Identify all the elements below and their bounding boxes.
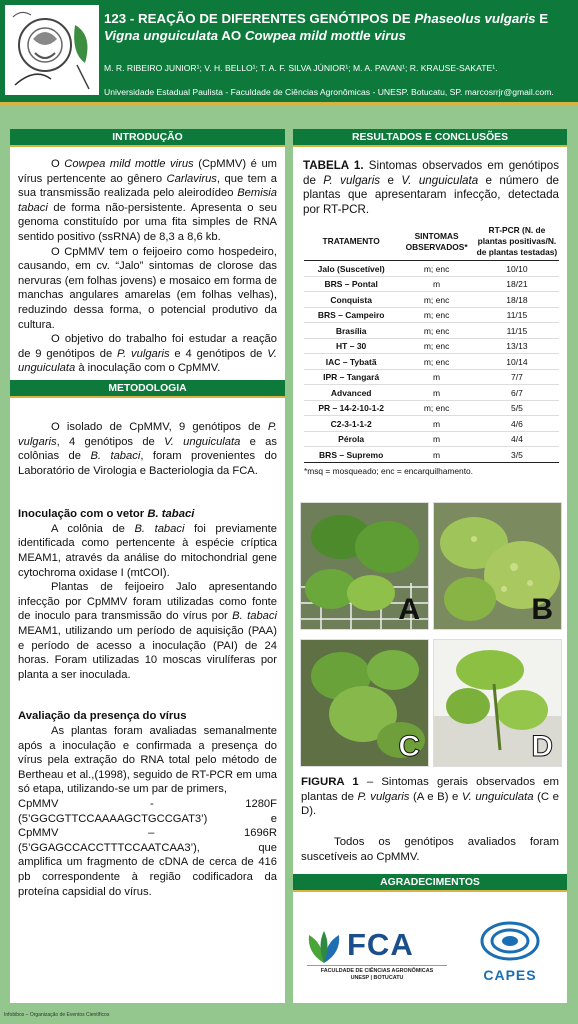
authors: M. R. RIBEIRO JUNIOR¹; V. H. BELLO¹; T. A. F. SILVA JÚNIOR¹; M. A. PAVAN¹; R. KRAUSE-SAKATE¹. <box>104 63 498 73</box>
capes-logo <box>465 919 555 991</box>
ack-heading: AGRADECIMENTOS <box>293 874 567 892</box>
table-row <box>304 323 559 339</box>
conclusion: Todos os genótipos avaliados foram suscetíveis ao CpMMV. <box>301 836 559 863</box>
fca-subtitle-1: FACULDADE DE CIÊNCIAS AGRONÔMICAS <box>320 968 434 974</box>
cell-rtpcr: 11/15 <box>475 307 559 323</box>
cell-symptoms: m; enc <box>398 307 475 323</box>
primer-forward-line: CpMMV - 1280F <box>18 797 277 810</box>
cell-treatment: Conquista <box>304 292 398 308</box>
cell-treatment: Pérola <box>304 431 398 447</box>
table-body <box>304 261 559 463</box>
method-body <box>10 398 285 899</box>
photo-label-d: D <box>531 730 553 763</box>
cell-rtpcr: 10/10 <box>475 261 559 277</box>
fca-subtitle-2: UNESP | BOTUCATU <box>350 975 404 981</box>
table-row <box>304 385 559 401</box>
fca-leaf-icon <box>303 929 345 965</box>
fca-wordmark: FCA <box>347 927 414 962</box>
cell-rtpcr: 6/7 <box>475 385 559 401</box>
method-paragraph-2: A colônia de B. tabaci foi previamente identificada como pertencente à espécie críptica MEAM1, através da análise do mitochondrial gene cytochroma oxidase I (mtCOI). <box>18 522 277 579</box>
cell-symptoms: m <box>398 416 475 432</box>
table-row <box>304 369 559 385</box>
fca-logo <box>303 923 443 983</box>
affiliation: Universidade Estadual Paulista - Faculdade de Ciências Agronômicas - UNESP. Botucatu, SP. marcosrrjr@gmail.com. <box>104 87 554 97</box>
method-paragraph-4: As plantas foram avaliadas semanalmente após a inoculação e confirmada a presença do vírus pela extração do RNA total pelo método de Bertheau et al.,(1998), seguido de RT-PCR em uma só etapa, utilizando-se um par de primers, <box>18 725 277 796</box>
cell-symptoms: m <box>398 369 475 385</box>
cell-treatment: IPR – Tangará <box>304 369 398 385</box>
cell-rtpcr: 4/4 <box>475 431 559 447</box>
cell-symptoms: m; enc <box>398 292 475 308</box>
cell-rtpcr: 3/5 <box>475 447 559 463</box>
results-heading: RESULTADOS E CONCLUSÕES <box>293 129 567 147</box>
method-subheading-evaluation: Avaliação da presença do vírus <box>18 710 187 723</box>
cell-rtpcr: 10/14 <box>475 354 559 370</box>
fca-rule <box>307 965 447 966</box>
cell-symptoms: m <box>398 447 475 463</box>
capes-wordmark: CAPES <box>483 967 537 983</box>
intro-paragraph-1: O Cowpea mild mottle virus (CpMMV) é um vírus pertencente ao gênero Carlavirus, que tem a sua transmissão realizada pelo aleirodídeo Bemisia tabaci de forma não-persistente. Apresenta o seu genoma constituído por uma fita simples de RNA sentido positivo (ssRNA) de 8,3 a 8,6 kb. <box>18 158 277 243</box>
cell-rtpcr: 13/13 <box>475 338 559 354</box>
cell-symptoms: m <box>398 276 475 292</box>
cell-symptoms: m; enc <box>398 400 475 416</box>
primer-reverse-sequence: (5’GGAGCCACCTTTCCAATCAA3’), que <box>18 841 277 854</box>
table-row <box>304 416 559 432</box>
photo-label-c: C <box>398 730 420 763</box>
cell-treatment: HT – 30 <box>304 338 398 354</box>
cell-rtpcr: 5/5 <box>475 400 559 416</box>
capes-swirl-icon <box>478 919 542 963</box>
cell-treatment: IAC – Tybatã <box>304 354 398 370</box>
right-column <box>293 129 567 1003</box>
header-divider <box>0 102 578 106</box>
intro-paragraph-3: O objetivo do trabalho foi estudar a reação de 9 genótipos de P. vulgaris e 4 genótipos de V. unguiculata à inoculação com o CpMMV. <box>18 333 277 375</box>
table-row <box>304 292 559 308</box>
method-paragraph-1: O isolado de CpMMV, 9 genótipos de P. vulgaris, 4 genótipos de V. unguiculata e as colônias de B. tabaci, foram provenientes do Laboratório de Virologia e Bacteriologia da FCA. <box>18 420 278 477</box>
cell-treatment: BRS – Campeiro <box>304 307 398 323</box>
cell-rtpcr: 18/21 <box>475 276 559 292</box>
table-row <box>304 261 559 277</box>
results-table <box>304 223 559 463</box>
cell-symptoms: m; enc <box>398 338 475 354</box>
table-row <box>304 276 559 292</box>
photo-label-a: A <box>398 593 420 626</box>
cell-symptoms: m; enc <box>398 323 475 339</box>
method-heading: METODOLOGIA <box>10 380 285 398</box>
table-row <box>304 431 559 447</box>
photo-d <box>433 639 562 767</box>
cell-treatment: PR – 14-2-10-1-2 <box>304 400 398 416</box>
figure-caption: FIGURA 1 – Sintomas gerais observados em plantas de P. vulgaris (A e B) e V. unguiculata (C e D). <box>301 776 559 818</box>
cell-symptoms: m <box>398 431 475 447</box>
cell-treatment: C2-3-1-1-2 <box>304 416 398 432</box>
cell-treatment: BRS – Pontal <box>304 276 398 292</box>
cell-symptoms: m <box>398 385 475 401</box>
primer-reverse-line: CpMMV – 1696R <box>18 827 277 840</box>
method-paragraph-5: amplifica um fragmento de cDNA de cerca de 416 pb correspondente à região codificadora da proteína capsidial do vírus. <box>18 856 277 898</box>
col-header-symptoms: SINTOMAS OBSERVADOS* <box>398 223 475 261</box>
poster-header <box>0 0 578 106</box>
table-header-row <box>304 223 559 261</box>
table-row <box>304 447 559 463</box>
photo-b <box>433 502 562 630</box>
col-header-treatment: TRATAMENTO <box>304 223 398 261</box>
table-caption: TABELA 1. Sintomas observados em genótipos de P. vulgaris e V. unguiculata e número de plantas que apresentaram infecção, detectada por RT-PCR. <box>303 159 559 216</box>
plant-illustration-logo <box>5 5 99 95</box>
cell-treatment: BRS – Supremo <box>304 447 398 463</box>
table-row <box>304 307 559 323</box>
table-row <box>304 400 559 416</box>
photo-label-b: B <box>531 593 553 626</box>
photo-a <box>300 502 429 630</box>
intro-body <box>10 147 285 376</box>
method-paragraph-3: Plantas de feijoeiro Jalo apresentando infecção por CpMMV foram utilizadas como fonte de inoculo para transmissão do vírus por B. tabaci MEAM1, utilizando um período de aquisição (PAA) e período de acesso a inoculação (PAI) de 24 horas. Foram utilizadas 10 moscas virulíferas por planta a ser inoculada. <box>18 581 277 681</box>
left-column <box>10 129 285 1003</box>
table-footnote: *msq = mosqueado; enc = encarquilhamento. <box>304 465 474 476</box>
method-subheading-inoculation: Inoculação com o vetor B. tabaci <box>18 508 195 521</box>
cell-symptoms: m; enc <box>398 354 475 370</box>
cell-treatment: Advanced <box>304 385 398 401</box>
col-header-rtpcr: RT-PCR (N. de plantas positivas/N. de plantas testadas) <box>475 223 559 261</box>
intro-paragraph-2: O CpMMV tem o feijoeiro como hospedeiro, causando, em cv. “Jalo” sintomas de clorose das nervuras (em folhas jovens) e mosaico em forma de manchas angulares amarelas (em folhas velhas), reduzindo dessa forma, o potencial produtivo da cultura. <box>18 245 277 331</box>
cell-rtpcr: 11/15 <box>475 323 559 339</box>
footer-credit: Infobibos – Organização de Eventos Científicos <box>4 1012 110 1018</box>
cell-treatment: Brasília <box>304 323 398 339</box>
photo-c <box>300 639 429 767</box>
cell-treatment: Jalo (Suscetível) <box>304 261 398 277</box>
table-row <box>304 338 559 354</box>
table-row <box>304 354 559 370</box>
figure-photos <box>300 502 562 768</box>
poster-title: 123 - REAÇÃO DE DIFERENTES GENÓTIPOS DE Phaseolus vulgaris E Vigna unguiculata AO Cowpea mild mottle virus <box>104 11 549 43</box>
cell-rtpcr: 4/6 <box>475 416 559 432</box>
cell-symptoms: m; enc <box>398 261 475 277</box>
cell-rtpcr: 7/7 <box>475 369 559 385</box>
intro-heading: INTRODUÇÃO <box>10 129 285 147</box>
primer-forward-sequence: (5’GGCGTTCCAAAAGCTGCCGAT3’) e <box>18 812 277 825</box>
cell-rtpcr: 18/18 <box>475 292 559 308</box>
sponsor-logos <box>293 919 567 997</box>
